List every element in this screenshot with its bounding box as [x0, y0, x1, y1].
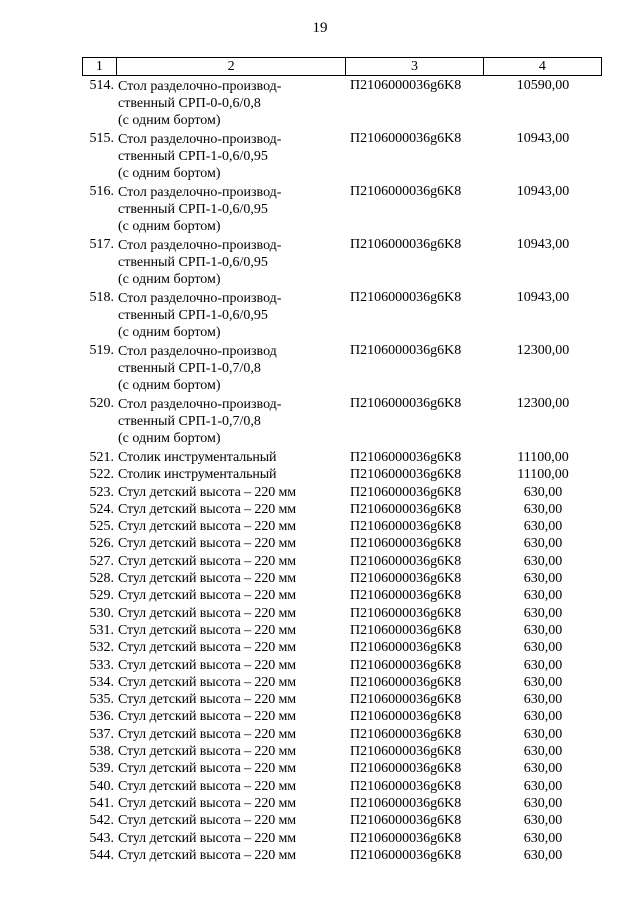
table-row	[82, 587, 602, 604]
item-name	[118, 501, 348, 518]
row-number: 535.	[89, 692, 114, 708]
item-name-line: Стул детский высота – 220 мм	[118, 605, 297, 621]
row-number: 527.	[89, 553, 114, 569]
item-price: 12300,00	[516, 396, 570, 411]
item-name	[118, 466, 348, 483]
row-number: 532.	[89, 640, 114, 656]
row-number: 536.	[89, 709, 114, 725]
item-name	[118, 795, 348, 812]
row-number: 533.	[89, 657, 114, 673]
item-name-line: Стол разделочно-производ-	[118, 397, 282, 412]
item-code: П2106000036g6K8	[350, 709, 462, 725]
item-name-line: Стул детский высота – 220 мм	[118, 761, 297, 777]
item-name-line: Стул детский высота – 220 мм	[118, 536, 297, 552]
row-number: 520.	[89, 396, 114, 411]
table-row	[82, 553, 602, 570]
item-code: П2106000036g6K8	[350, 813, 462, 829]
column-header-4: 4	[483, 58, 601, 76]
row-number: 517.	[89, 237, 114, 252]
item-code: П2106000036g6K8	[350, 553, 462, 569]
item-code: П2106000036g6K8	[350, 744, 462, 760]
item-name-line: Стул детский высота – 220 мм	[118, 813, 297, 829]
item-name-line: (с одним бортом)	[118, 431, 221, 446]
item-price: 630,00	[523, 588, 563, 604]
item-code: П2106000036g6K8	[350, 484, 462, 500]
item-name-line: Стул детский высота – 220 мм	[118, 519, 297, 535]
table-row	[82, 466, 602, 483]
column-header-row	[82, 57, 602, 76]
table-row	[82, 605, 602, 622]
row-number: 525.	[89, 519, 114, 535]
row-number: 514.	[89, 78, 114, 93]
table-row	[82, 396, 602, 449]
table-row	[82, 78, 602, 131]
row-number: 526.	[89, 536, 114, 552]
item-price: 630,00	[523, 519, 563, 535]
column-header-1: 1	[83, 58, 117, 76]
item-name-line: Стул детский высота – 220 мм	[118, 778, 297, 794]
table-row	[82, 743, 602, 760]
item-name	[118, 812, 348, 829]
row-number: 515.	[89, 131, 114, 146]
item-price: 12300,00	[516, 343, 570, 358]
item-code: П2106000036g6K8	[350, 237, 462, 252]
item-name-line: Столик инструментальный	[118, 450, 277, 465]
table-row	[82, 691, 602, 708]
item-price: 630,00	[523, 830, 563, 846]
item-name	[118, 131, 348, 182]
column-header-2: 2	[116, 58, 346, 76]
item-name-line: ственный СРП-0-0,6/0,8	[118, 96, 261, 111]
item-name-line: Стол разделочно-производ-	[118, 238, 282, 253]
item-price: 10943,00	[516, 237, 570, 252]
item-name	[118, 484, 348, 501]
item-price: 630,00	[523, 501, 563, 517]
item-name	[118, 449, 348, 466]
item-name-line: Стол разделочно-производ-	[118, 132, 282, 147]
item-name	[118, 570, 348, 587]
row-number: 529.	[89, 588, 114, 604]
item-name-line: Стол разделочно-производ-	[118, 185, 282, 200]
row-number: 540.	[89, 778, 114, 794]
item-name-line: Стул детский высота – 220 мм	[118, 484, 297, 500]
item-price: 630,00	[523, 640, 563, 656]
item-price: 630,00	[523, 795, 563, 811]
item-code: П2106000036g6K8	[350, 467, 462, 483]
table-row	[82, 830, 602, 847]
table-row	[82, 501, 602, 518]
table-body	[82, 78, 602, 864]
row-number: 522.	[89, 467, 114, 483]
item-code: П2106000036g6K8	[350, 761, 462, 777]
item-name-line: ственный СРП-1-0,6/0,95	[118, 255, 268, 270]
item-name-line: Стул детский высота – 220 мм	[118, 847, 297, 863]
item-price: 630,00	[523, 571, 563, 587]
table-row	[82, 449, 602, 466]
item-name-line: Стул детский высота – 220 мм	[118, 744, 297, 760]
item-name	[118, 553, 348, 570]
row-number: 542.	[89, 813, 114, 829]
item-name-line: (с одним бортом)	[118, 166, 221, 181]
item-code: П2106000036g6K8	[350, 588, 462, 604]
item-name	[118, 691, 348, 708]
item-name-line: Стул детский высота – 220 мм	[118, 726, 297, 742]
item-name	[118, 847, 348, 864]
page-number: 19	[312, 20, 328, 36]
item-name-line: Стул детский высота – 220 мм	[118, 692, 297, 708]
row-number: 521.	[89, 450, 114, 465]
item-name	[118, 726, 348, 743]
row-number: 528.	[89, 571, 114, 587]
table-row	[82, 760, 602, 777]
item-name-line: Стул детский высота – 220 мм	[118, 622, 297, 638]
item-code: П2106000036g6K8	[350, 657, 462, 673]
table-row	[82, 674, 602, 691]
item-code: П2106000036g6K8	[350, 726, 462, 742]
item-name	[118, 743, 348, 760]
table-row	[82, 778, 602, 795]
item-price: 630,00	[523, 709, 563, 725]
item-price: 630,00	[523, 726, 563, 742]
item-name-line: Стул детский высота – 220 мм	[118, 830, 297, 846]
item-code: П2106000036g6K8	[350, 131, 462, 146]
item-code: П2106000036g6K8	[350, 622, 462, 638]
row-number: 543.	[89, 830, 114, 846]
item-code: П2106000036g6K8	[350, 795, 462, 811]
item-name	[118, 587, 348, 604]
item-price: 630,00	[523, 744, 563, 760]
item-price: 630,00	[523, 622, 563, 638]
item-name-line: Стул детский высота – 220 мм	[118, 640, 297, 656]
table-row	[82, 343, 602, 396]
row-number: 518.	[89, 290, 114, 305]
item-code: П2106000036g6K8	[350, 78, 462, 93]
item-code: П2106000036g6K8	[350, 536, 462, 552]
item-name	[118, 674, 348, 691]
row-number: 534.	[89, 674, 114, 690]
row-number: 539.	[89, 761, 114, 777]
item-code: П2106000036g6K8	[350, 778, 462, 794]
item-price: 630,00	[523, 813, 563, 829]
item-code: П2106000036g6K8	[350, 343, 462, 358]
table-row	[82, 518, 602, 535]
item-name	[118, 639, 348, 656]
item-price: 10943,00	[516, 290, 570, 305]
row-number: 523.	[89, 484, 114, 500]
item-name-line: Стул детский высота – 220 мм	[118, 553, 297, 569]
item-code: П2106000036g6K8	[350, 692, 462, 708]
item-name	[118, 237, 348, 288]
item-name-line: (с одним бортом)	[118, 113, 221, 128]
row-number: 538.	[89, 744, 114, 760]
item-name-line: ственный СРП-1-0,6/0,95	[118, 308, 268, 323]
table-row	[82, 237, 602, 290]
item-code: П2106000036g6K8	[350, 847, 462, 863]
row-number: 541.	[89, 795, 114, 811]
item-name-line: Стул детский высота – 220 мм	[118, 795, 297, 811]
row-number: 530.	[89, 605, 114, 621]
item-name	[118, 78, 348, 129]
item-name-line: Стул детский высота – 220 мм	[118, 501, 297, 517]
item-code: П2106000036g6K8	[350, 501, 462, 517]
item-name	[118, 396, 348, 447]
item-price: 630,00	[523, 847, 563, 863]
item-name	[118, 535, 348, 552]
item-name-line: (с одним бортом)	[118, 325, 221, 340]
item-name-line: Стол разделочно-производ-	[118, 79, 282, 94]
item-code: П2106000036g6K8	[350, 640, 462, 656]
item-name	[118, 622, 348, 639]
item-name	[118, 518, 348, 535]
row-number: 531.	[89, 622, 114, 638]
item-name-line: Стул детский высота – 220 мм	[118, 571, 297, 587]
table-row	[82, 535, 602, 552]
item-price: 11100,00	[517, 450, 569, 465]
item-name-line: (с одним бортом)	[118, 378, 221, 393]
item-code: П2106000036g6K8	[350, 290, 462, 305]
item-name	[118, 657, 348, 674]
item-name	[118, 290, 348, 341]
row-number: 516.	[89, 184, 114, 199]
item-name-line: (с одним бортом)	[118, 272, 221, 287]
item-name	[118, 343, 348, 394]
table-row	[82, 847, 602, 864]
item-name-line: ственный СРП-1-0,7/0,8	[118, 414, 261, 429]
item-price: 630,00	[523, 657, 563, 673]
item-name-line: Стул детский высота – 220 мм	[118, 657, 297, 673]
item-code: П2106000036g6K8	[350, 450, 462, 465]
table-row	[82, 622, 602, 639]
item-price: 10943,00	[516, 131, 570, 146]
item-code: П2106000036g6K8	[350, 519, 462, 535]
column-header-3: 3	[346, 58, 483, 76]
item-price: 11100,00	[517, 467, 569, 483]
table-row	[82, 657, 602, 674]
item-name-line: ственный СРП-1-0,6/0,95	[118, 202, 268, 217]
item-name-line: Стол разделочно-производ-	[118, 291, 282, 306]
table-row	[82, 639, 602, 656]
item-name	[118, 830, 348, 847]
row-number: 524.	[89, 501, 114, 517]
item-code: П2106000036g6K8	[350, 184, 462, 199]
item-price: 630,00	[523, 674, 563, 690]
table-row	[82, 795, 602, 812]
item-price: 630,00	[523, 536, 563, 552]
item-name-line: ственный СРП-1-0,7/0,8	[118, 361, 261, 376]
row-number: 519.	[89, 343, 114, 358]
row-number: 544.	[89, 847, 114, 863]
item-name	[118, 760, 348, 777]
item-name-line: Стул детский высота – 220 мм	[118, 588, 297, 604]
item-name-line: ственный СРП-1-0,6/0,95	[118, 149, 268, 164]
item-code: П2106000036g6K8	[350, 396, 462, 411]
item-name	[118, 708, 348, 725]
item-price: 630,00	[523, 605, 563, 621]
item-price: 630,00	[523, 553, 563, 569]
item-name-line: Стул детский высота – 220 мм	[118, 709, 297, 725]
item-name	[118, 778, 348, 795]
table-row	[82, 812, 602, 829]
item-price: 630,00	[523, 761, 563, 777]
table-row	[82, 484, 602, 501]
item-code: П2106000036g6K8	[350, 830, 462, 846]
table-row	[82, 290, 602, 343]
item-price: 630,00	[523, 484, 563, 500]
item-name-line: Стол разделочно-производ	[118, 344, 277, 359]
item-name	[118, 605, 348, 622]
table-row	[82, 726, 602, 743]
row-number: 537.	[89, 726, 114, 742]
item-code: П2106000036g6K8	[350, 605, 462, 621]
item-name-line: Столик инструментальный	[118, 467, 277, 483]
item-price: 630,00	[523, 692, 563, 708]
table-row	[82, 570, 602, 587]
table-row	[82, 708, 602, 725]
table-row	[82, 131, 602, 184]
item-code: П2106000036g6K8	[350, 674, 462, 690]
item-name-line: (с одним бортом)	[118, 219, 221, 234]
item-code: П2106000036g6K8	[350, 571, 462, 587]
item-price: 10943,00	[516, 184, 570, 199]
table-row	[82, 184, 602, 237]
item-name-line: Стул детский высота – 220 мм	[118, 674, 297, 690]
item-price: 10590,00	[516, 78, 570, 93]
item-price: 630,00	[523, 778, 563, 794]
item-name	[118, 184, 348, 235]
